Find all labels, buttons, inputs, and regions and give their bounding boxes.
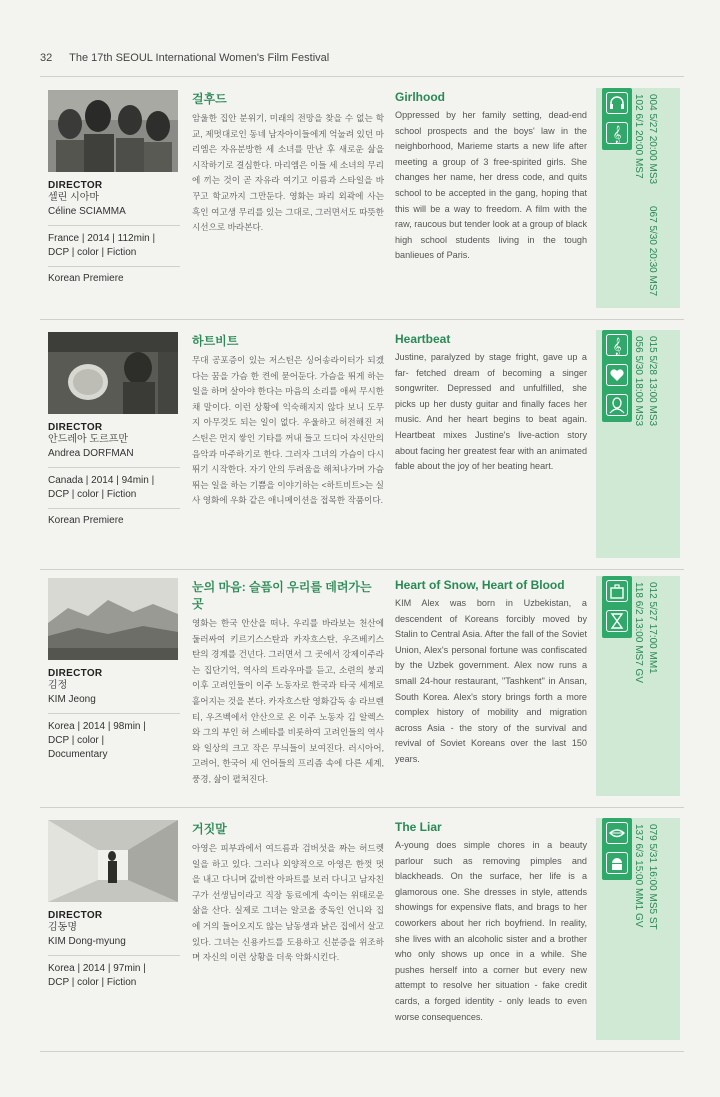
director-name-en: Céline SCIAMMA: [48, 206, 126, 217]
schedule-slot: 079 5/31 16:00 MS5 ST: [647, 824, 658, 930]
synopsis-en: KIM Alex was born in Uzbekistan, a descendent of Koreans forcibly moved by Stalin to Central Asia. After the fall of the Soviet Union, Alex's personal fortune was confiscated by the Uzbek government. Alex now runs a small 24-hour restaurant, "Tashkent" in Ansan, South Korea. Alex's story brings forth a more complex history of mobility and migration across Asia - the story of the survival and revival of Soviet Koreans over the last 150 years.: [395, 598, 587, 764]
section-icons: [602, 330, 632, 422]
festival-name: The 17th SEOUL International Women's Film Festival: [69, 52, 330, 64]
schedule-slot: 137 6/3 15:00 MM1 GV: [633, 824, 644, 928]
meta-divider: [48, 508, 180, 509]
film-entry-heartbeat: [40, 332, 684, 570]
synopsis-en: Justine, paralyzed by stage fright, gave up a far- fetched dream of becoming a singer songwriter. Depressed and unfulfilled, she picks up her dusty guitar and finally faces her music. And her heart begins to beat again. Heartbeat mixes Justine's live-action story about facing her greatest fear with an animated fable about the joy of her beating heart.: [395, 352, 587, 472]
entry-divider: [40, 569, 684, 570]
director-label: DIRECTOR: [48, 668, 103, 679]
section-icons: [602, 88, 632, 150]
schedule-tab: [596, 818, 680, 1040]
film-title-en: Girlhood: [395, 90, 445, 104]
section-icons: [602, 576, 632, 638]
director-name-ko: 김정: [48, 680, 68, 691]
director-name-ko: 안드레아 도르프만: [48, 434, 129, 445]
director-name-en: Andrea DORFMAN: [48, 448, 134, 459]
film-title-en: The Liar: [395, 820, 442, 834]
svg-text:𝄞: 𝄞: [612, 337, 622, 355]
synopsis-en: A-young does simple chores in a beauty parlour such as removing pimples and blackheads. On the surface, her life is a glamorous one. She dresses in style, attends showings for expensive flats, and brags to her coworkers about her rich boyfriend. In reality, she lives with an alcoholic sister and a brother who only shows up once in a while. She pushes herself into a corner but every new attempt to resolve her situation - fake credit cards, a forged identity - only leads to even worse consequences.: [395, 840, 587, 1022]
entry-divider: [40, 807, 684, 808]
meta-divider: [48, 955, 180, 956]
director-name-ko: 김동명: [48, 922, 77, 933]
schedule-tab: [596, 576, 680, 796]
film-title-ko: 하트비트: [192, 334, 239, 348]
director-name-en: KIM Dong-myung: [48, 936, 126, 947]
director-name-en: KIM Jeong: [48, 694, 96, 705]
synopsis-ko: 아영은 피부과에서 여드름과 검버섯을 짜는 허드렛일을 하고 있다. 그러나 외양적으로 아영은 한껏 멋을 내고 다니며 값비싼 아파트를 보러 다니고 남자친구가 선생님이라고 직장 동료에게 속이는 위태로운 삶을 산다. 실제로 그녀는 알코올 중독인 언니와 집에 거의 들어오지도 않는 남동생과 낡은 집에서 살고 있다. 그녀는 신용카드를 도용하고 신분증을 위조하며 자신의 이런 상황을 더욱 악화시킨다.: [192, 843, 384, 963]
film-meta-line1: Canada | 2014 | 94min |: [48, 475, 155, 486]
film-title-ko: 걸후드: [192, 92, 227, 106]
treble-clef-icon: [606, 334, 628, 356]
page-number: 32: [40, 52, 53, 64]
schedule-slot: 004 5/27 20:00 MS3: [647, 94, 658, 185]
mona-lisa-icon: [606, 394, 628, 416]
entry-divider: [40, 319, 684, 320]
director-label: DIRECTOR: [48, 180, 103, 191]
director-name-ko: 셀린 시아마: [48, 192, 100, 203]
film-title-en: Heart of Snow, Heart of Blood: [395, 578, 565, 592]
schedule-tab: [596, 88, 680, 308]
schedule-slot: 056 5/30 18:00 MS3: [633, 336, 644, 427]
film-still: [48, 90, 178, 172]
header-divider: [40, 76, 684, 77]
schedule-slot: 118 6/2 13:00 MS7 GV: [633, 582, 644, 683]
heart-icon: [606, 364, 628, 386]
meta-divider: [48, 467, 180, 468]
schedule-slot: 067 5/30 20:30 MS7: [647, 206, 658, 297]
film-title-en: Heartbeat: [395, 332, 451, 346]
film-meta-line2: DCP | color | Fiction: [48, 977, 137, 988]
luggage-icon: [606, 580, 628, 602]
film-entry-the-liar: [40, 820, 684, 1052]
film-title-ko: 거짓말: [192, 822, 227, 836]
schedule-slot: 015 5/28 13:00 MS3: [647, 336, 658, 427]
film-meta-line2: DCP | color |: [48, 735, 105, 746]
meta-divider: [48, 713, 180, 714]
synopsis-ko: 영화는 한국 안산을 떠나, 우리를 바라보는 천산에 둘러싸여 키르기스스탄과 카자흐스탄, 우즈베키스탄의 경계를 건넌다. 그러면서 그 곳에서 강제이주라는 집단기억, 역사의 트라우마를 듣고, 소련의 붕괴 이후 고려인들이 이주 노동자로 한국과 타국 세계로 흩어지는 것을 본다. 카자흐스탄 영화감독 송 라브렌티, 우즈벡에서 안산으로 온 이주 노동자 김 알렉스와 그의 부인 허 스베타를 비롯하여 고려인들의 역사와 일상의 크고 작은 무늬들이 보여진다. 러시아어, 고려어, 한국어 세 언어들의 프리즘 속에 다른 세계, 풍경, 삶이 펼쳐진다.: [192, 618, 384, 784]
premiere-label: Korean Premiere: [48, 515, 124, 526]
schedule-slot: 102 6/1 20:00 MS7: [633, 94, 644, 179]
film-title-ko: 눈의 마음: 슬픔이 우리를 데려가는 곳: [192, 580, 372, 611]
premiere-label: Korean Premiere: [48, 273, 124, 284]
headphones-icon: [606, 92, 628, 114]
lips-icon: [606, 822, 628, 844]
director-label: DIRECTOR: [48, 910, 103, 921]
film-meta-line3: Documentary: [48, 749, 108, 760]
film-still: [48, 578, 178, 660]
synopsis-en: Oppressed by her family setting, dead-end school prospects and the boys' law in the neighborhood, Marieme starts a new life after meeting a group of 3 free-spirited girls. She changes her name, her dress code, and quits school to be accepted in the gang, hoping that this will be a way to freedom. A film with the raw, raucous but tender look at a group of black high school students living in the tough banlieues of Paris.: [395, 110, 587, 261]
schedule-slot: 012 5/27 17:00 MM1: [647, 582, 658, 674]
film-meta-line1: France | 2014 | 112min |: [48, 233, 156, 244]
film-entry-heart-of-snow: [40, 578, 684, 808]
film-meta-line2: DCP | color | Fiction: [48, 247, 137, 258]
section-icons: [602, 818, 632, 880]
film-meta-line2: DCP | color | Fiction: [48, 489, 137, 500]
film-entry-girlhood: [40, 90, 684, 320]
page-header: [40, 52, 329, 64]
schedule-tab: [596, 330, 680, 558]
svg-text:𝄞: 𝄞: [612, 125, 622, 143]
entry-divider: [40, 1051, 684, 1052]
android-icon: [606, 852, 628, 874]
treble-clef-icon: [606, 122, 628, 144]
hourglass-icon: [606, 610, 628, 632]
synopsis-ko: 암울한 집안 분위기, 미래의 전망을 찾을 수 없는 학교, 제멋대로인 동네 남자아이들에게 억눌려 있던 마리엠은 자유분방한 세 소녀를 만난 후 새로운 삶을 시작하기로 결심한다. 마리엠은 이들 세 소녀의 무리에 끼는 것이 곧 자유라 여기고 이름과 스타일을 바꾸고 학교까지 그만둔다. 영화는 파리 외곽에 사는 흑인 여고생 무리를 있는 그대로, 그러면서도 따뜻한 시선으로 바라본다.: [192, 113, 384, 233]
film-meta-line1: Korea | 2014 | 97min |: [48, 963, 146, 974]
synopsis-ko: 무대 공포증이 있는 저스틴은 싱어송라이터가 되겠다는 꿈을 가슴 한 켠에 묻어둔다. 가슴을 뛰게 하는 일을 하며 살아야 한다는 마음의 소리를 애써 무시한 채 말이다. 이런 상황에 익숙해지지 않다 보니 도무지 아무것도 되는 일이 없다. 우울하고 허전해진 저스틴은 먼지 쌓인 기타를 꺼내 들고 드디어 자신만의 음악과 마주하기로 한다. 그러자 그녀의 가슴이 다시 뛰기 시작한다. 자기 안의 두려움을 해쳐나가며 가슴 뛰는 일을 하는 기쁨을 이야기하는 <하트비트>는 실사 영화에 우화 같은 애니메이션을 접목한 작품이다.: [192, 355, 384, 506]
film-still: [48, 820, 178, 902]
director-label: DIRECTOR: [48, 422, 103, 433]
meta-divider: [48, 225, 180, 226]
meta-divider: [48, 266, 180, 267]
film-still: [48, 332, 178, 414]
film-meta-line1: Korea | 2014 | 98min |: [48, 721, 146, 732]
